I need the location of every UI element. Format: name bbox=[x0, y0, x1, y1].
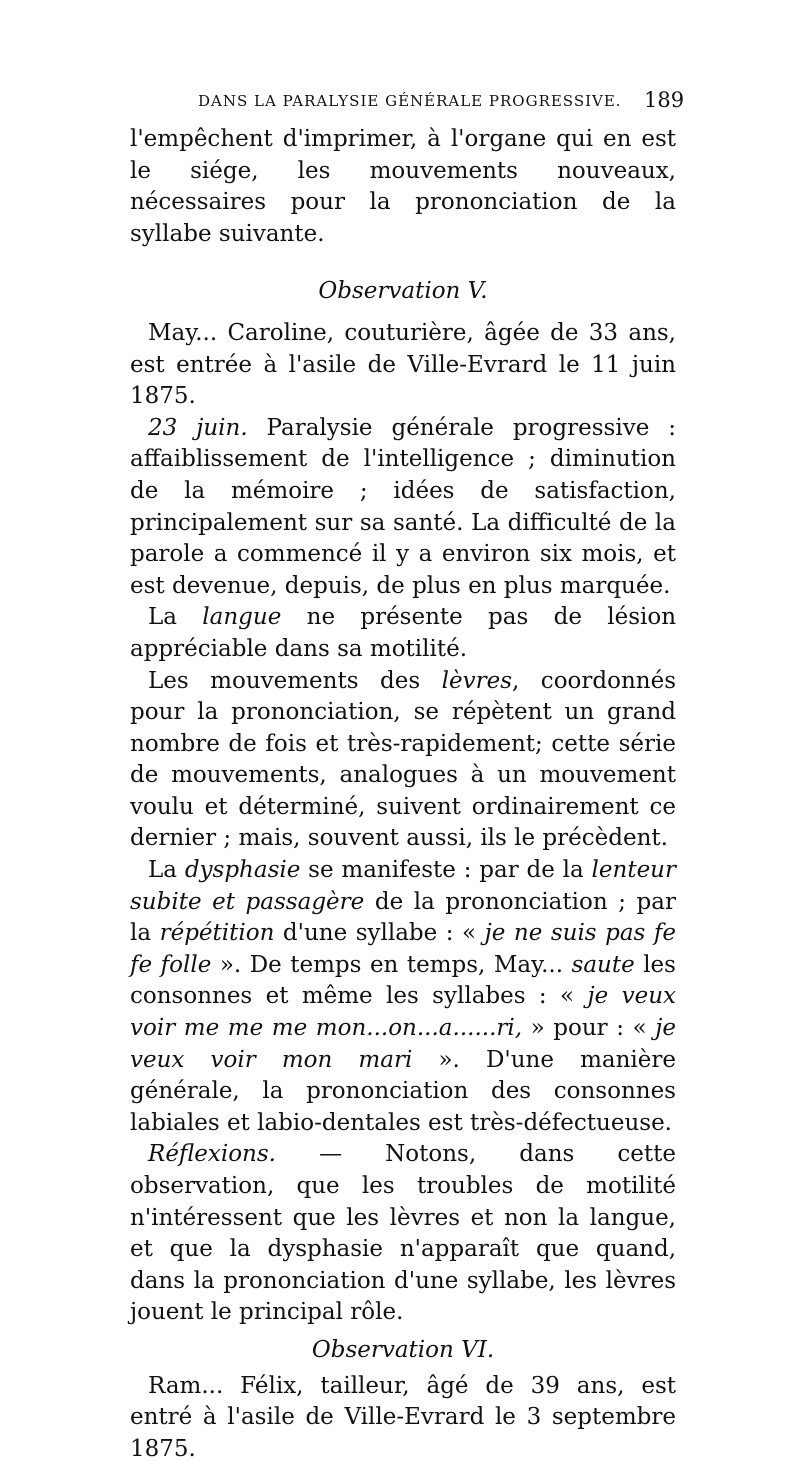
emphasis-langue: langue bbox=[202, 604, 282, 631]
observation-vi-heading: Observation VI. bbox=[311, 1336, 495, 1363]
body-text bbox=[130, 124, 676, 1465]
page-header bbox=[0, 84, 800, 124]
text-fragment: se manifeste : par de la bbox=[300, 857, 592, 884]
text-fragment: les consonnes et même les syllabes : « bbox=[130, 951, 676, 1010]
reflexions-text: — Notons, dans cette observation, que les troubles de motilité n'intéressent que les lèvres et non la langue, et que la dysphasie n'apparaît que quand, dans la prononciation d'une syllabe, les lèvres jouent le principal rôle. bbox=[130, 1141, 676, 1326]
paragraph-reflexions bbox=[130, 1139, 676, 1329]
quote-mon-mari: je veux voir mon mari bbox=[130, 1015, 677, 1073]
page-number: 189 bbox=[644, 88, 685, 112]
text-fragment: La bbox=[148, 604, 203, 631]
paragraph-patient-intro-2: Ram... Félix, tailleur, âgé de 39 ans, est entré à l'asile de Ville-Evrard le 3 septembre 1875. bbox=[130, 1372, 676, 1462]
paragraph-lips bbox=[130, 666, 676, 856]
running-title: DANS LA PARALYSIE GÉNÉRALE PROGRESSIVE. bbox=[198, 92, 622, 110]
emphasis-saute: saute bbox=[571, 951, 635, 978]
quote-voir-mon: je veux voir me me me mon...on...a......ri, bbox=[130, 983, 676, 1042]
emphasis-dysphasie: dysphasie bbox=[184, 857, 301, 884]
date-label: 23 juin. bbox=[148, 414, 248, 441]
text-fragment: ». De temps en temps, May... bbox=[211, 951, 572, 978]
diagnosis-text: Paralysie générale progressive : affaiblissement de l'intelligence ; diminution de la mémoire ; idées de satisfaction, principalement sur sa santé. La difficulté de la parole a commencé il y a environ six mois, et est devenue, depuis, de plus en plus marquée. bbox=[130, 414, 676, 599]
emphasis-levres: lèvres bbox=[441, 667, 513, 694]
paragraph-dysphasia bbox=[130, 855, 676, 1139]
text-fragment: ». D'une manière générale, la prononciation des consonnes labiales et labio-dentales est très-défectueuse. bbox=[130, 1046, 676, 1136]
text-fragment: La bbox=[148, 857, 185, 884]
text-fragment: ne présente pas de lésion appréciable dans sa motilité. bbox=[130, 604, 677, 662]
quote-folle: je ne suis pas fe fe folle bbox=[130, 920, 676, 978]
paragraph-diagnosis bbox=[130, 413, 676, 603]
paragraph-patient-intro: May... Caroline, couturière, âgée de 33 ans, est entrée à l'asile de Ville-Evrard le 11 juin 1875. bbox=[130, 319, 676, 410]
paragraph-continuation: l'empêchent d'imprimer, à l'organe qui en est le siége, les mouvements nouveaux, nécessaires pour la prononciation de la syllabe suivante. bbox=[130, 126, 676, 247]
reflexions-label: Réflexions. bbox=[148, 1141, 276, 1168]
text-fragment: d'une syllabe : « bbox=[274, 920, 485, 947]
text-fragment: » pour : « bbox=[522, 1015, 656, 1042]
emphasis-repetition: répétition bbox=[159, 920, 275, 947]
observation-v-heading: Observation V. bbox=[318, 278, 488, 305]
paragraph-tongue bbox=[130, 602, 676, 665]
text-fragment: , coordonnés pour la prononciation, se répètent un grand nombre de fois et très-rapidement; cette série de mouvements, analogues à un mouvement voulu et déterminé, suivent ordinairement ce dernier ; mais, souvent aussi, ils le précèdent. bbox=[130, 667, 676, 852]
text-fragment: Les mouvements des bbox=[148, 667, 442, 694]
emphasis-lenteur: lenteur subite et passagère bbox=[130, 857, 676, 915]
text-fragment: de la prononciation ; par la bbox=[130, 888, 676, 947]
